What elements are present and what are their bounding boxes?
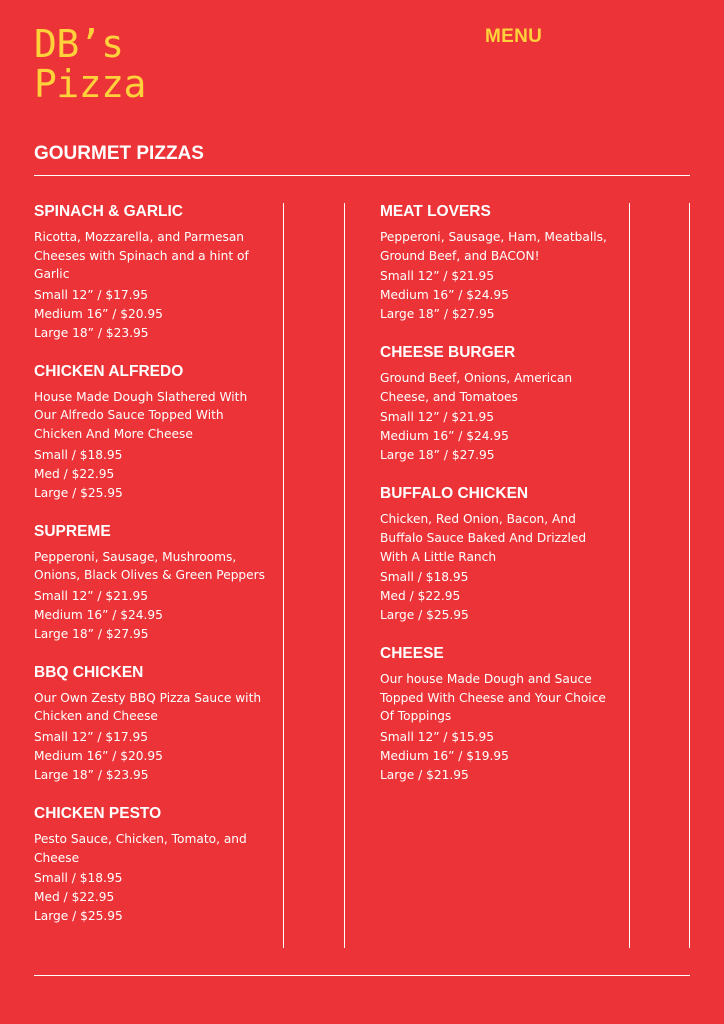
item-price: Small / $18.95 — [34, 447, 123, 462]
brand-logo — [34, 24, 146, 104]
item-description: House Made Dough Slathered With Our Alfredo Sauce Topped With Chicken And More Cheese — [34, 389, 248, 441]
item-name: SUPREME — [34, 522, 111, 540]
menu-item — [380, 200, 616, 324]
column-divider — [344, 203, 345, 948]
item-description: Chicken, Red Onion, Bacon, And Buffalo Sauce Baked And Drizzled With A Little Ranch — [380, 512, 587, 564]
menu-item — [34, 661, 270, 785]
item-price: Small 12” / $21.95 — [380, 269, 495, 284]
item-price: Small 12” / $17.95 — [34, 287, 149, 302]
item-description: Ricotta, Mozzarella, and Parmesan Cheeses with Spinach and a hint of Garlic — [34, 230, 249, 282]
menu-item — [34, 520, 270, 644]
top-divider — [34, 175, 690, 176]
item-price: Large / $25.95 — [380, 608, 469, 623]
menu-item — [380, 482, 616, 625]
item-price: Small / $18.95 — [380, 570, 469, 585]
brand-line-1: DB’s — [34, 22, 124, 66]
item-name: CHEESE BURGER — [380, 344, 516, 362]
item-description: Our house Made Dough and Sauce Topped With Cheese and Your Choice Of Toppings — [380, 672, 606, 724]
item-price: Large 18” / $27.95 — [34, 626, 149, 641]
item-description: Our Own Zesty BBQ Pizza Sauce with Chicken and Cheese — [34, 690, 262, 724]
column-divider — [283, 203, 284, 948]
item-description: Pepperoni, Sausage, Ham, Meatballs, Ground Beef, and BACON! — [380, 230, 607, 263]
menu-item — [34, 802, 270, 926]
item-name: MEAT LOVERS — [380, 203, 491, 220]
item-price: Small 12” / $21.95 — [380, 410, 495, 425]
item-price: Medium 16” / $24.95 — [34, 607, 163, 622]
item-price: Large 18” / $23.95 — [34, 325, 149, 340]
item-price: Small 12” / $17.95 — [34, 729, 149, 744]
item-price: Large 18” / $27.95 — [380, 307, 495, 322]
item-description: Pesto Sauce, Chicken, Tomato, and Cheese — [34, 831, 247, 865]
brand-line-2: Pizza — [34, 62, 146, 106]
item-price: Small / $18.95 — [34, 871, 123, 886]
menu-item — [34, 200, 270, 343]
right-menu-column — [380, 200, 616, 802]
column-divider — [629, 203, 630, 948]
item-price: Med / $22.95 — [34, 890, 115, 905]
item-description: Pepperoni, Sausage, Mushrooms, Onions, Black Olives & Green Peppers — [34, 549, 266, 583]
menu-item — [380, 341, 616, 465]
item-price: Small 12” / $15.95 — [380, 729, 495, 744]
item-price: Large / $21.95 — [380, 767, 469, 782]
item-price: Small 12” / $21.95 — [34, 588, 149, 603]
bottom-divider — [34, 975, 690, 976]
menu-item — [34, 360, 270, 503]
menu-label: MENU — [485, 26, 543, 47]
item-name: SPINACH & GARLIC — [34, 203, 183, 220]
item-price: Medium 16” / $20.95 — [34, 748, 163, 763]
section-title: GOURMET PIZZAS — [34, 143, 204, 164]
item-price: Med / $22.95 — [34, 466, 115, 481]
item-price: Large 18” / $23.95 — [34, 767, 149, 782]
item-name: CHICKEN ALFREDO — [34, 362, 184, 380]
item-price: Medium 16” / $24.95 — [380, 429, 509, 444]
item-price: Large / $25.95 — [34, 909, 123, 924]
item-price: Large / $25.95 — [34, 485, 123, 500]
item-name: CHEESE — [380, 645, 444, 663]
item-price: Med / $22.95 — [380, 589, 461, 604]
item-name: CHICKEN PESTO — [34, 804, 162, 822]
item-price: Medium 16” / $24.95 — [380, 288, 509, 303]
item-price: Medium 16” / $19.95 — [380, 748, 509, 763]
item-name: BUFFALO CHICKEN — [380, 485, 529, 503]
item-description: Ground Beef, Onions, American Cheese, and Tomatoes — [380, 371, 573, 404]
left-menu-column — [34, 200, 270, 943]
item-name: BBQ CHICKEN — [34, 663, 144, 681]
column-divider — [689, 203, 690, 948]
menu-item — [380, 642, 616, 785]
item-price: Large 18” / $27.95 — [380, 448, 495, 463]
item-price: Medium 16” / $20.95 — [34, 306, 163, 321]
